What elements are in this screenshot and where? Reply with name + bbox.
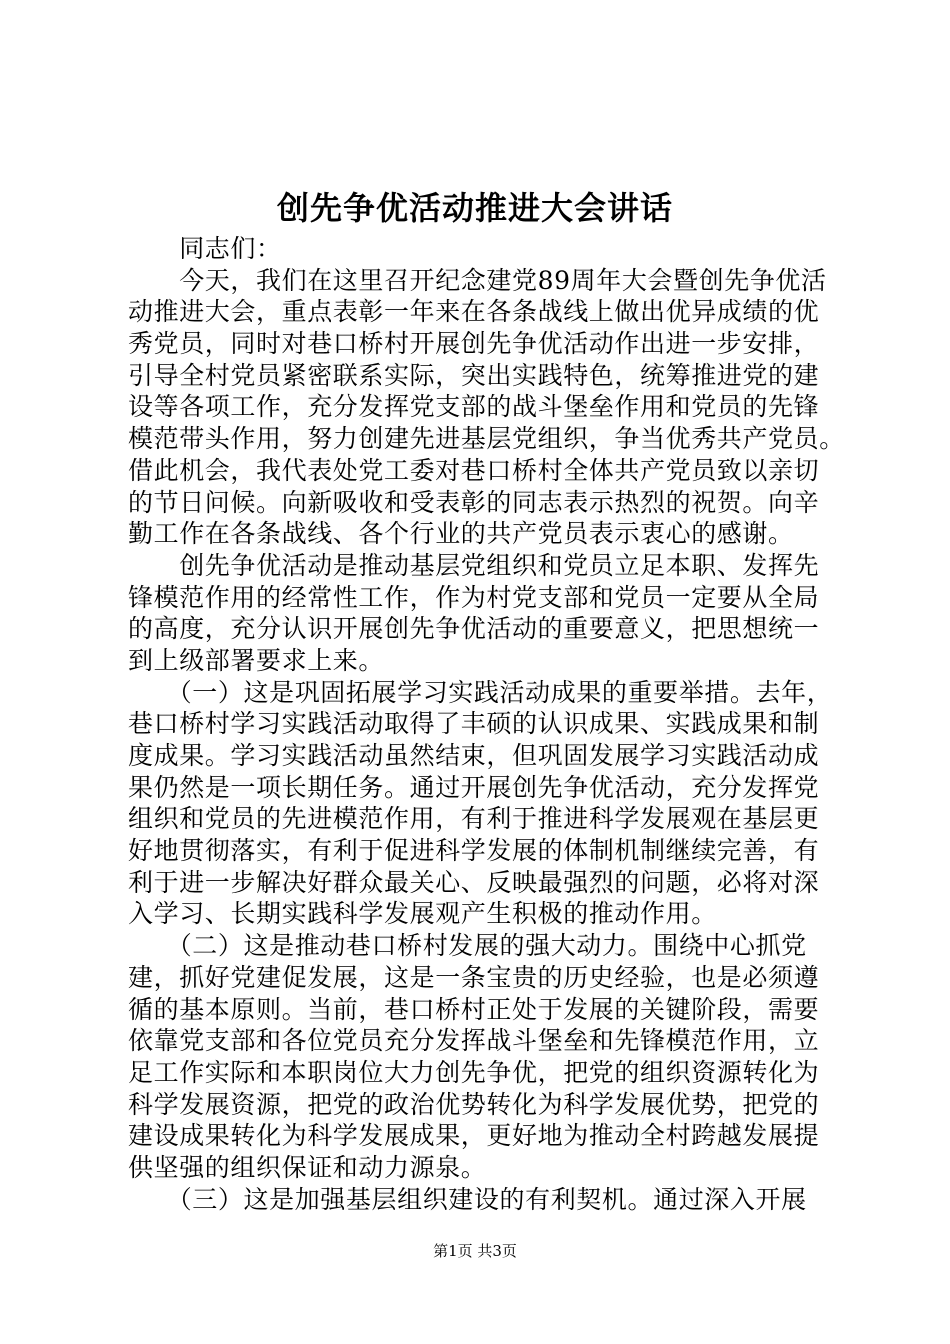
body-line: 勤工作在各条战线、各个行业的共产党员表示衷心的感谢。: [128, 519, 794, 549]
body-line: 锋模范作用的经常性工作，作为村党支部和党员一定要从全局: [128, 582, 820, 612]
body-line: 创先争优活动是推动基层党组织和党员立足本职、发挥先: [128, 550, 820, 580]
body-line: 利于进一步解决好群众最关心、反映最强烈的问题，必将对深: [128, 867, 820, 897]
body-line: 设等各项工作，充分发挥党支部的战斗堡垒作用和党员的先锋: [128, 392, 820, 422]
body-line: （二）这是推动巷口桥村发展的强大动力。围绕中心抓党: [128, 931, 807, 961]
body-line: （一）这是巩固拓展学习实践活动成果的重要举措。去年，: [128, 677, 833, 707]
body-line: 借此机会，我代表处党工委对巷口桥村全体共产党员致以亲切: [128, 455, 820, 485]
body-line: 果仍然是一项长期任务。通过开展创先争优活动，充分发挥党: [128, 772, 820, 802]
body-line: 循的基本原则。当前，巷口桥村正处于发展的关键阶段，需要: [128, 994, 820, 1024]
page-footer: 第1页 共3页: [433, 1242, 517, 1260]
body-line: 组织和党员的先进模范作用，有利于推进科学发展观在基层更: [128, 804, 820, 834]
body-line: 秀党员，同时对巷口桥村开展创先争优活动作出进一步安排，: [128, 329, 820, 359]
body-line: 的节日问候。向新吸收和受表彰的同志表示热烈的祝贺。向辛: [128, 487, 820, 517]
body-line: 好地贯彻落实，有利于促进科学发展的体制机制继续完善，有: [128, 836, 820, 866]
body-line: 建设成果转化为科学发展成果，更好地为推动全村跨越发展提: [128, 1121, 820, 1151]
body-line: 的高度，充分认识开展创先争优活动的重要意义，把思想统一: [128, 614, 820, 644]
document-title: 创先争优活动推进大会讲话: [276, 189, 673, 227]
body-line: 度成果。学习实践活动虽然结束，但巩固发展学习实践活动成: [128, 741, 820, 770]
document-body: [128, 233, 845, 1215]
body-line: 巷口桥村学习实践活动取得了丰硕的认识成果、实践成果和制: [128, 709, 820, 739]
body-line: 科学发展资源，把党的政治优势转化为科学发展优势，把党的: [128, 1089, 820, 1119]
body-line: 动推进大会，重点表彰一年来在各条战线上做出优异成绩的优: [128, 297, 820, 327]
body-line: 依靠党支部和各位党员充分发挥战斗堡垒和先锋模范作用，立: [128, 1026, 820, 1056]
body-line: 足工作实际和本职岗位大力创先争优，把党的组织资源转化为: [128, 1057, 820, 1087]
body-line: 模范带头作用，努力创建先进基层党组织，争当优秀共产党员。: [128, 424, 845, 454]
body-line: 供坚强的组织保证和动力源泉。: [128, 1152, 487, 1182]
body-line: 建，抓好党建促发展，这是一条宝贵的历史经验，也是必须遵: [128, 962, 820, 992]
body-line: （三）这是加强基层组织建设的有利契机。通过深入开展: [128, 1184, 807, 1214]
body-line: 引导全村党员紧密联系实际，突出实践特色，统筹推进党的建: [128, 360, 820, 390]
body-line: 入学习、长期实践科学发展观产生积极的推动作用。: [128, 899, 717, 929]
body-line: 到上级部署要求上来。: [128, 645, 385, 675]
body-line: 同志们：: [128, 234, 282, 263]
body-line: 今天，我们在这里召开纪念建党89周年大会暨创先争优活: [128, 265, 827, 295]
